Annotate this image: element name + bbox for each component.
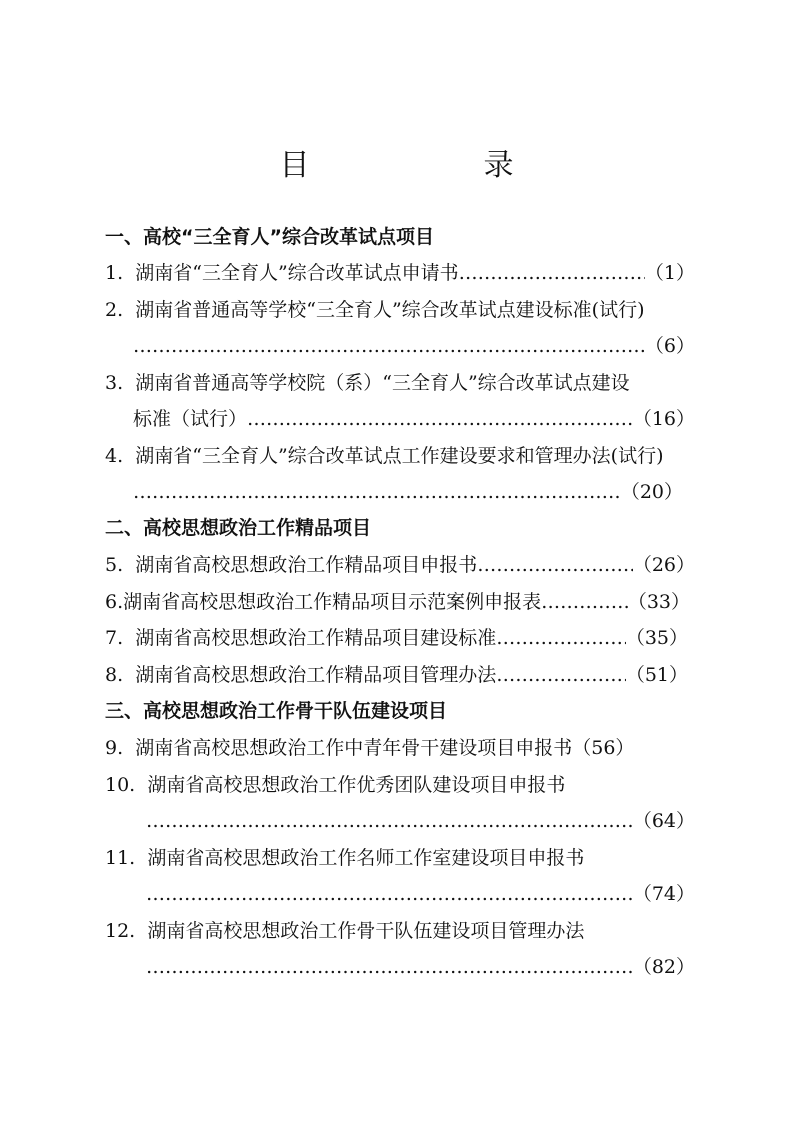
entry-page: （35） xyxy=(625,627,688,649)
leader-dots xyxy=(477,551,633,579)
section-heading-3: 三、高校思想政治工作骨干队伍建设项目 xyxy=(105,700,448,722)
toc-entry-11-title[interactable] xyxy=(105,844,584,872)
entry-number: 8. xyxy=(105,664,124,686)
toc-entry-7[interactable] xyxy=(105,624,688,652)
entry-page: （1） xyxy=(644,262,695,284)
entry-number: 4. xyxy=(105,445,124,467)
entry-number: 2. xyxy=(105,299,124,321)
toc-entry-10-title[interactable] xyxy=(105,771,565,799)
entry-title: 湖南省普通高等学校院（系）“三全育人”综合改革试点建设 xyxy=(135,372,630,394)
entry-number: 5. xyxy=(105,554,124,576)
leader-dots xyxy=(146,807,633,835)
section-heading-1: 一、高校“三全育人”综合改革试点项目 xyxy=(105,226,434,248)
entry-title: 湖南省高校思想政治工作精品项目建设标准 xyxy=(135,627,497,649)
entry-number: 3. xyxy=(105,372,124,394)
entry-number: 6. xyxy=(105,591,124,613)
entry-title: 湖南省高校思想政治工作名师工作室建设项目申报书 xyxy=(147,847,585,869)
toc-entry-12-title[interactable] xyxy=(105,917,584,945)
page-title: 目 录 xyxy=(279,148,586,183)
entry-title: 湖南省高校思想政治工作精品项目申报书 xyxy=(135,554,478,576)
leader-dots xyxy=(541,588,628,616)
toc-entry-4-title[interactable] xyxy=(105,442,664,470)
entry-title: 湖南省高校思想政治工作优秀团队建设项目申报书 xyxy=(147,774,566,796)
toc-entry-5[interactable] xyxy=(105,551,695,579)
entry-title-continued: 标准（试行） xyxy=(133,408,248,430)
entry-title: 湖南省高校思想政治工作中青年骨干建设项目申报书 xyxy=(135,737,573,759)
entry-number: 11. xyxy=(105,847,136,869)
leader-dots xyxy=(496,624,626,652)
leader-dots xyxy=(133,332,645,360)
entry-title: 湖南省“三全育人”综合改革试点工作建设要求和管理办法(试行) xyxy=(135,445,664,467)
entry-page: （6） xyxy=(644,335,695,357)
toc-entry-9[interactable] xyxy=(105,734,634,762)
entry-number: 9. xyxy=(105,737,124,759)
section-heading-2: 二、高校思想政治工作精品项目 xyxy=(105,517,372,539)
entry-page: （20） xyxy=(620,481,683,503)
entry-page: （26） xyxy=(632,554,695,576)
toc-entry-2-title[interactable] xyxy=(105,296,645,324)
entry-title: 湖南省普通高等学校“三全育人”综合改革试点建设标准(试行) xyxy=(135,299,645,321)
toc-entry-10-leader[interactable] xyxy=(146,807,695,835)
entry-page: （82） xyxy=(632,956,695,978)
toc-entry-2-leader[interactable] xyxy=(133,332,695,360)
entry-title: 湖南省高校思想政治工作骨干队伍建设项目管理办法 xyxy=(147,920,585,942)
toc-entry-6[interactable] xyxy=(105,588,690,616)
entry-page: （51） xyxy=(625,664,688,686)
entry-number: 1. xyxy=(105,262,124,284)
toc-entry-12-leader[interactable] xyxy=(146,953,695,981)
toc-entry-8[interactable] xyxy=(105,661,688,689)
entry-page: （64） xyxy=(632,810,695,832)
leader-dots xyxy=(146,880,633,908)
entry-title: 湖南省高校思想政治工作精品项目管理办法 xyxy=(135,664,497,686)
entry-number: 12. xyxy=(105,920,136,942)
entry-page: （56） xyxy=(572,737,635,759)
entry-number: 7. xyxy=(105,627,124,649)
leader-dots xyxy=(133,478,621,506)
leader-dots xyxy=(459,259,645,287)
toc-entry-3-title[interactable] xyxy=(105,369,630,397)
entry-title: 湖南省“三全育人”综合改革试点申请书 xyxy=(135,262,459,284)
leader-dots xyxy=(496,661,626,689)
entry-page: （16） xyxy=(632,408,695,430)
entry-number: 10. xyxy=(105,774,136,796)
leader-dots xyxy=(146,953,633,981)
toc-entry-1[interactable] xyxy=(105,259,695,287)
entry-page: （33） xyxy=(627,591,690,613)
leader-dots xyxy=(247,405,633,433)
toc-entry-3-leader[interactable] xyxy=(133,405,695,433)
entry-page: （74） xyxy=(632,883,695,905)
entry-title: 湖南省高校思想政治工作精品项目示范案例申报表 xyxy=(123,591,542,613)
toc-entry-11-leader[interactable] xyxy=(146,880,695,908)
toc-entry-4-leader[interactable] xyxy=(133,478,683,506)
